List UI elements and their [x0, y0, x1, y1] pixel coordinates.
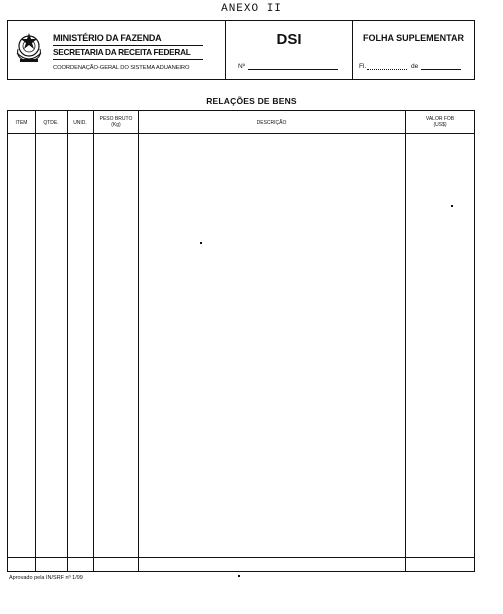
supplement-block	[353, 21, 474, 79]
coordenacao-name: COORDENAÇÃO-GERAL DO SISTEMA ADUANEIRO	[53, 65, 190, 71]
number-field[interactable]	[248, 69, 338, 70]
dsi-block	[226, 21, 353, 79]
sheet-label: Fl.	[359, 63, 367, 70]
column-divider	[405, 111, 406, 571]
scan-speck	[200, 242, 202, 244]
scan-speck	[451, 205, 453, 207]
column-header-unid: UNID.	[73, 120, 87, 126]
number-label: Nº	[238, 63, 246, 70]
column-divider	[35, 111, 36, 571]
column-divider	[67, 111, 68, 571]
column-divider	[93, 111, 94, 571]
annex-title: ANEXO II	[221, 3, 282, 15]
column-header-item: ITEM	[15, 120, 28, 126]
form-header	[7, 20, 475, 80]
divider	[53, 59, 203, 60]
agency-block	[8, 21, 226, 79]
ministry-name: MINISTÉRIO DA FAZENDA	[53, 33, 162, 43]
supplement-title: FOLHA SUPLEMENTAR	[363, 33, 464, 43]
goods-table	[7, 110, 475, 572]
footer-divider	[8, 557, 474, 558]
secretaria-name: SECRETARIA DA RECEITA FEDERAL	[53, 47, 191, 57]
divider	[53, 45, 203, 46]
approval-note: Aprovado pela IN/SRF nº 1/99	[9, 575, 83, 581]
sheet-total-field[interactable]	[421, 69, 461, 70]
scan-speck	[238, 575, 240, 577]
header-divider	[8, 133, 474, 134]
sheet-number-field[interactable]	[367, 69, 407, 70]
column-header-descricao: DESCRIÇÃO	[256, 120, 287, 126]
column-divider	[138, 111, 139, 571]
column-header-qtde: QTDE.	[43, 120, 59, 126]
form-code: DSI	[276, 31, 302, 48]
section-title: RELAÇÕES DE BENS	[206, 96, 297, 106]
of-label: de	[411, 63, 419, 70]
column-header-peso: PESO BRUTO (Kg)	[99, 116, 133, 128]
column-header-valor-fob: VALOR FOB (US$)	[425, 116, 455, 128]
brazil-coat-of-arms-icon	[12, 31, 46, 65]
